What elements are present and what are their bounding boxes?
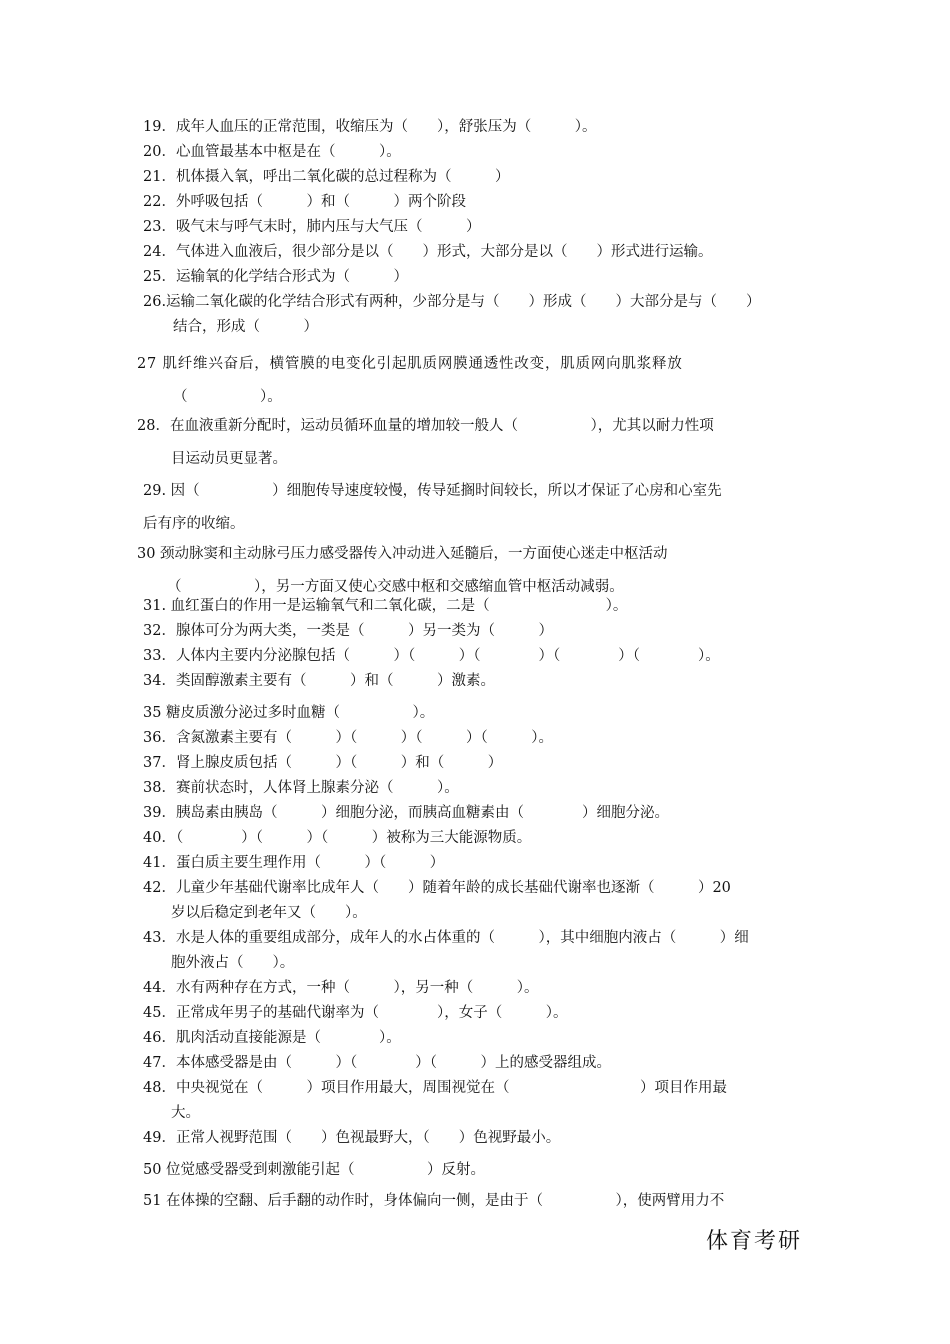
question-25 <box>143 265 808 290</box>
question-text: 21．机体摄入氧，呼出二氧化碳的总过程称为（ ） <box>143 169 510 185</box>
question-text: 36．含氮激素主要有（ ）（ ）（ ）（ ）。 <box>143 730 553 746</box>
question-text: 32．腺体可分为两大类，一类是（ ）另一类为（ ） <box>143 623 553 639</box>
question-text: 46．肌肉活动直接能源是（ ）。 <box>143 1030 401 1046</box>
question-text: 19．成年人血压的正常范围，收缩压为（ ），舒张压为（ ）。 <box>143 119 597 135</box>
question-text: 35 糖皮质激分泌过多时血糖（ ）。 <box>143 705 435 721</box>
question-text: 37．肾上腺皮质包括（ ）（ ）和（ ） <box>143 755 503 771</box>
question-text: 49．正常人视野范围（ ）色视最野大，（ ）色视野最小。 <box>143 1130 561 1146</box>
question-49 <box>143 1126 808 1151</box>
question-text: 40．（ ）（ ）（ ）被称为三大能源物质。 <box>143 830 532 846</box>
question-41 <box>143 851 808 876</box>
question-24 <box>143 240 808 265</box>
question-43 <box>143 926 808 976</box>
question-19 <box>143 115 808 140</box>
question-continuation: 结合，形成（ ） <box>173 319 318 335</box>
footer-watermark: 体育考研 <box>706 1229 803 1254</box>
question-28 <box>137 410 802 476</box>
question-text: 47．本体感受器是由（ ）（ ）（ ）上的感受器组成。 <box>143 1055 611 1071</box>
question-31 <box>143 594 808 619</box>
question-37 <box>143 751 808 776</box>
question-36 <box>143 726 808 751</box>
question-38 <box>143 776 808 801</box>
question-text: 27 肌纤维兴奋后，横管膜的电变化引起肌质网膜通透性改变，肌质网向肌浆释放 <box>137 356 683 372</box>
question-text: 51 在体操的空翻、后手翻的动作时，身体偏向一侧，是由于（ ），使两臂用力不 <box>143 1193 725 1209</box>
question-text: 48．中央视觉在（ ）项目作用最大，周围视觉在（ ）项目作用最 <box>143 1080 727 1096</box>
question-text: 34．类固醇激素主要有（ ）和（ ）激素。 <box>143 673 495 689</box>
question-26 <box>143 290 808 340</box>
question-20 <box>143 140 808 165</box>
question-23 <box>143 215 808 240</box>
question-47 <box>143 1051 808 1076</box>
question-continuation: 胞外液占（ ）。 <box>171 955 295 971</box>
question-continuation: 后有序的收缩。 <box>143 516 245 532</box>
question-46 <box>143 1026 808 1051</box>
question-34 <box>143 669 808 694</box>
question-continuation: （ ）。 <box>173 389 282 405</box>
question-continuation: 岁以后稳定到老年又（ ）。 <box>171 905 367 921</box>
question-22 <box>143 190 808 215</box>
question-50 <box>143 1158 808 1183</box>
question-45 <box>143 1001 808 1026</box>
question-33 <box>143 644 808 669</box>
question-text: 31. 血红蛋白的作用一是运输氧气和二氧化碳，二是（ ）。 <box>143 598 628 614</box>
question-text: 28．在血液重新分配时，运动员循环血量的增加较一般人（ ），尤其以耐力性项 <box>137 418 714 434</box>
question-text: 38．赛前状态时，人体肾上腺素分泌（ ）。 <box>143 780 459 796</box>
question-text: 23．吸气末与呼气末时，肺内压与大气压（ ） <box>143 219 481 235</box>
question-text: 29. 因（ ）细胞传导速度较慢，传导延搁时间较长，所以才保证了心房和心室先 <box>143 483 722 499</box>
question-40 <box>143 826 808 851</box>
question-32 <box>143 619 808 644</box>
question-text: 45．正常成年男子的基础代谢率为（ ），女子（ ）。 <box>143 1005 568 1021</box>
question-text: 44．水有两种存在方式，一种（ ），另一种（ ）。 <box>143 980 539 996</box>
question-21 <box>143 165 808 190</box>
question-text: 26.运输二氧化碳的化学结合形式有两种，少部分是与（ ）形成（ ）大部分是与（ ） <box>143 294 761 310</box>
question-text: 22．外呼吸包括（ ）和（ ）两个阶段 <box>143 194 466 210</box>
question-text: 39．胰岛素由胰岛（ ）细胞分泌，而胰高血糖素由（ ）细胞分泌。 <box>143 805 669 821</box>
question-text: 42．儿童少年基础代谢率比成年人（ ）随着年龄的成长基础代谢率也逐渐（ ）20 <box>143 880 731 896</box>
question-51 <box>143 1189 808 1214</box>
question-text: 50 位觉感受器受到刺激能引起（ ）反射。 <box>143 1162 486 1178</box>
question-48 <box>143 1076 808 1126</box>
question-text: 41．蛋白质主要生理作用（ ）（ ） <box>143 855 445 871</box>
question-text: 33．人体内主要内分泌腺包括（ ）（ ）（ ）（ ）（ ）。 <box>143 648 720 664</box>
question-39 <box>143 801 808 826</box>
question-27 <box>137 348 802 414</box>
question-text: 25．运输氧的化学结合形式为（ ） <box>143 269 408 285</box>
question-text: 43．水是人体的重要组成部分，成年人的水占体重的（ ），其中细胞内液占（ ）细 <box>143 930 749 946</box>
question-continuation: 大。 <box>171 1105 200 1121</box>
question-29 <box>143 475 808 541</box>
question-text: 30 颈动脉窦和主动脉弓压力感受器传入冲动进入延髓后，一方面使心迷走中枢活动 <box>137 546 668 562</box>
question-42 <box>143 876 808 926</box>
question-35 <box>143 701 808 726</box>
question-continuation: 目运动员更显著。 <box>171 451 287 467</box>
question-44 <box>143 976 808 1001</box>
question-text: 24．气体进入血液后，很少部分是以（ ）形式，大部分是以（ ）形式进行运输。 <box>143 244 713 260</box>
question-text: 20．心血管最基本中枢是在（ ）。 <box>143 144 401 160</box>
question-continuation: （ ），另一方面又使心交感中枢和交感缩血管中枢活动减弱。 <box>167 579 624 595</box>
